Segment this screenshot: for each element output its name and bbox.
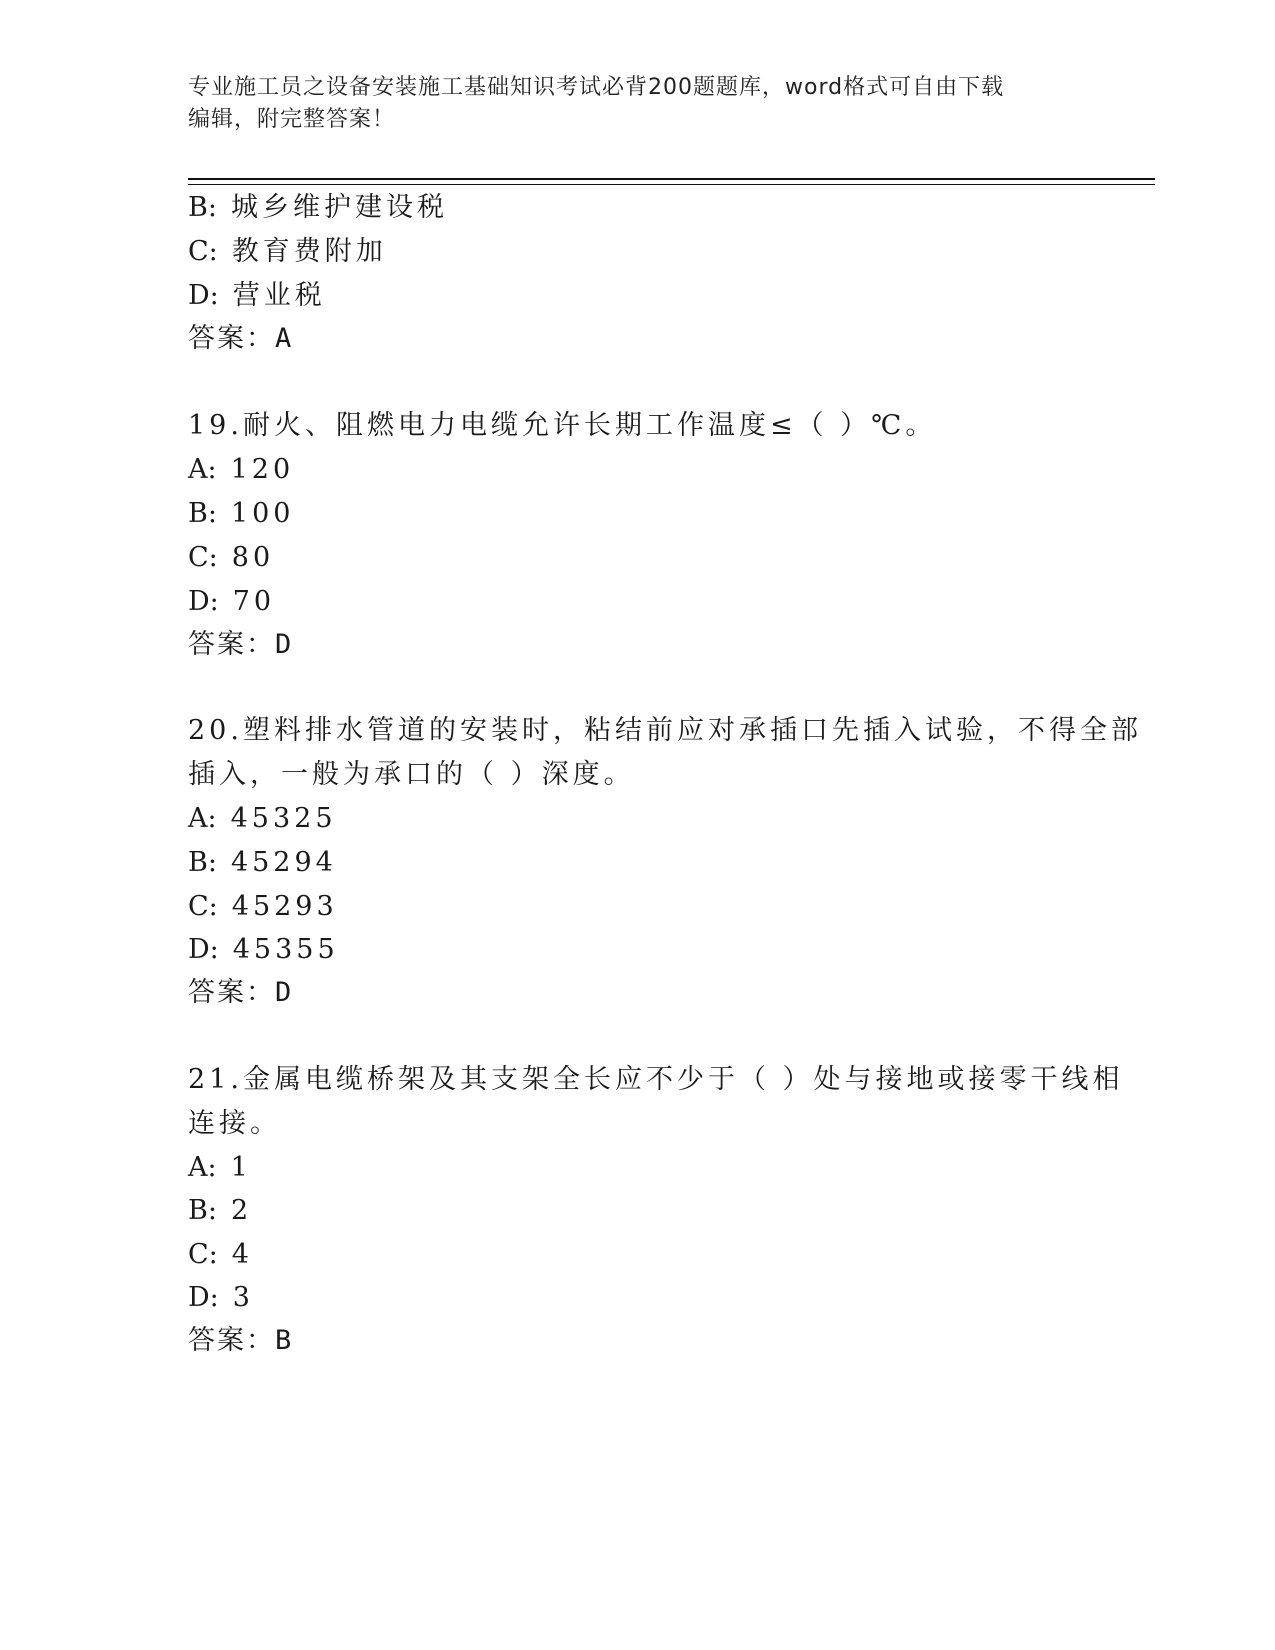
answer-line: 答案：D bbox=[188, 977, 294, 1008]
question-stem-cont: 插入，一般为承口的（ ）深度。 bbox=[188, 759, 635, 790]
option-d: D: 营业税 bbox=[188, 280, 326, 311]
option-a: A: 1 bbox=[188, 1152, 252, 1183]
option-c: C: 80 bbox=[188, 542, 275, 573]
answer-line: 答案：B bbox=[188, 1325, 294, 1356]
document-header: 专业施工员之设备安装施工基础知识考试必背200题题库，word格式可自由下载 编辑，附完整答案！ bbox=[188, 75, 1005, 132]
answer-line: 答案：A bbox=[188, 323, 294, 354]
option-d: D: 45355 bbox=[188, 934, 339, 965]
option-b: B: 城乡维护建设税 bbox=[188, 192, 448, 223]
header-rule-top bbox=[188, 178, 1155, 180]
option-a: A: 45325 bbox=[188, 803, 337, 834]
question-stem-cont: 连接。 bbox=[188, 1108, 281, 1139]
question-stem: 19.耐火、阻燃电力电缆允许长期工作温度≤（ ）℃。 bbox=[188, 410, 937, 441]
option-b: B: 2 bbox=[188, 1195, 253, 1226]
option-b: B: 100 bbox=[188, 498, 295, 529]
answer-line: 答案：D bbox=[188, 629, 294, 660]
question-stem: 21.金属电缆桥架及其支架全长应不少于（ ）处与接地或接零干线相 bbox=[188, 1064, 1124, 1095]
option-d: D: 70 bbox=[188, 586, 276, 617]
option-b: B: 45294 bbox=[188, 847, 337, 878]
option-c: C: 教育费附加 bbox=[188, 236, 387, 267]
option-c: C: 4 bbox=[188, 1239, 253, 1270]
option-a: A: 120 bbox=[188, 454, 295, 485]
option-c: C: 45293 bbox=[188, 891, 338, 922]
question-stem: 20.塑料排水管道的安装时，粘结前应对承插口先插入试验，不得全部 bbox=[188, 715, 1142, 746]
option-d: D: 3 bbox=[188, 1282, 254, 1313]
header-rule-bottom bbox=[188, 184, 1155, 185]
